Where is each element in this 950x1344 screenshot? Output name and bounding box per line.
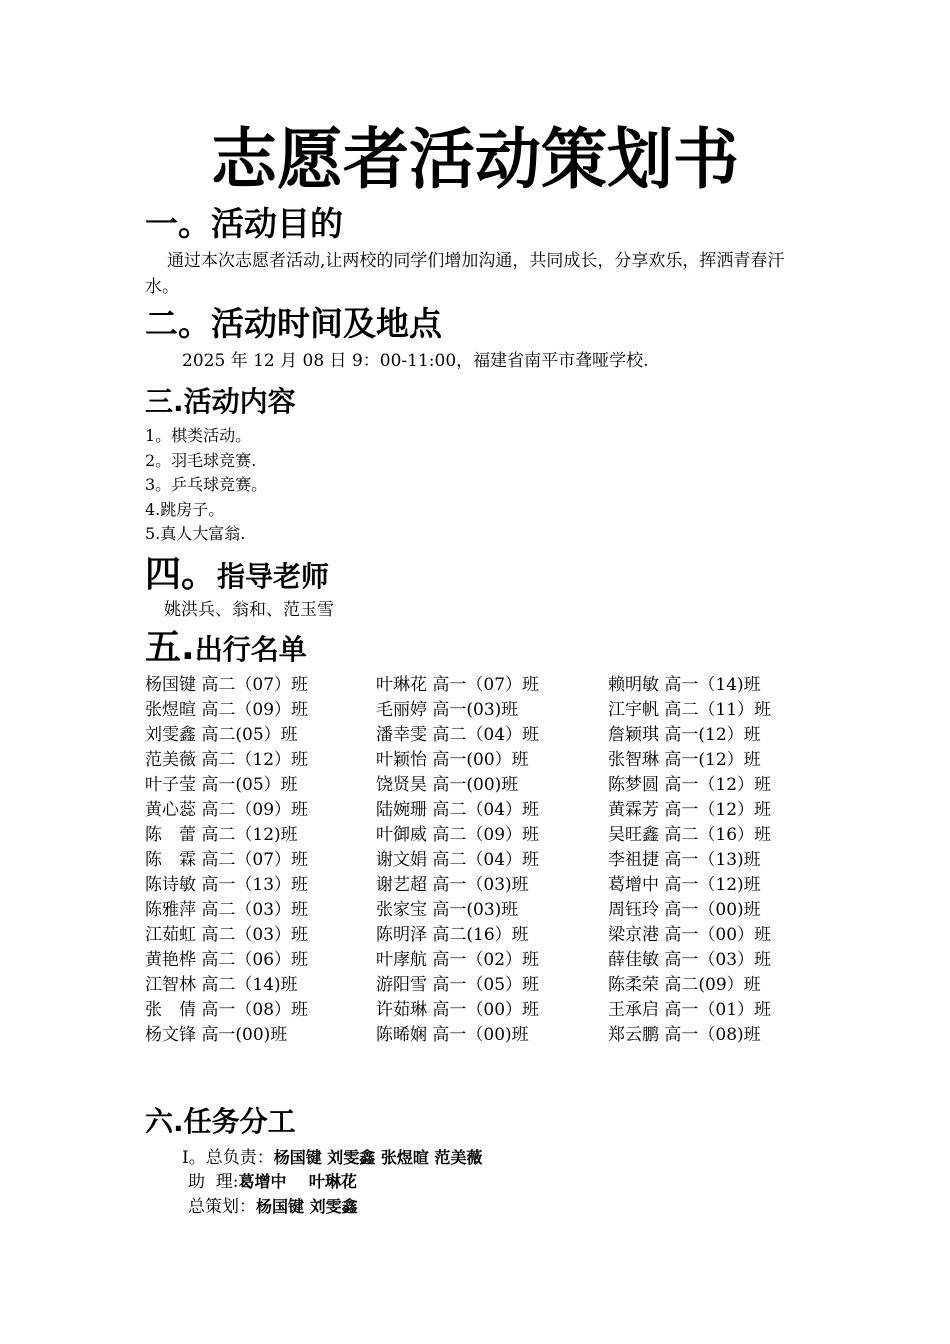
section-5-heading-number: 五. [145,627,195,668]
duty-names: 杨国键 刘雯鑫 [256,1197,358,1216]
list-item: 陈柔荣 高二(09）班 [608,975,761,995]
section-3-heading-wrap [145,380,296,422]
list-item: 杨国键 高二（07）班 [145,675,309,695]
section-5-heading-text: 出行名单 [194,633,307,666]
list-item: 陈 蕾 高二（12)班 [145,825,298,845]
list-item: 周钰玲 高一（00)班 [608,900,761,920]
duty-row-lead [182,1146,482,1170]
list-item: 李祖捷 高一（13)班 [608,850,761,870]
section-4-text: 姚洪兵、翁和、范玉雪 [164,600,334,620]
roster-column-1 [145,673,308,1048]
list-item: 陈诗敏 高一（13）班 [145,875,309,895]
list-item: 陈雅萍 高二（03）班 [145,900,309,920]
list-item: 叶御威 高二（09）班 [376,825,540,845]
list-item: 毛丽婷 高一(03)班 [376,700,519,720]
list-item: 潘幸雯 高二（04）班 [376,725,540,745]
list-item: 陈明泽 高二(16）班 [376,925,529,945]
list-item: 陈梦圆 高一（12）班 [608,775,772,795]
duty-label: I。总负责： [182,1148,274,1168]
list-item: 赖明敏 高一（14)班 [608,675,761,695]
document-title: 志愿者活动策划书 [211,121,739,198]
list-item: 5.真人大富翁. [145,524,246,543]
section-2-heading: 二。活动时间及地点 [145,304,442,343]
section-4-heading [145,555,329,597]
roster-column-3 [608,673,771,1048]
list-item: 张煜暄 高二（09）班 [145,700,309,720]
section-4-heading-number: 四。 [145,554,218,595]
list-item: 薛佳敏 高一（03）班 [608,950,772,970]
list-item: 黄霖芳 高一（12）班 [608,800,772,820]
section-2-text: 2025 年 12 月 08 日 9：00-11:00，福建省南平市聋哑学校. [182,351,649,371]
list-item: 饶贤昊 高一(00)班 [376,775,519,795]
list-item: 詹颖琪 高一(12）班 [608,725,761,745]
list-item: 郑云鹏 高一（08)班 [608,1025,761,1045]
section-1-text: 通过本次志愿者活动,让两校的同学们增加沟通，共同成长，分享欢乐，挥洒青春汗水。 [145,251,785,297]
list-item: 1。棋类活动。 [145,426,252,445]
section-4-heading-text: 指导老师 [217,560,330,593]
duty-names: 葛增中 叶琳花 [238,1172,357,1191]
duty-label: 助 理: [188,1172,239,1192]
list-item: 黄艳桦 高二（06）班 [145,950,309,970]
list-item: 叶庨航 高一（02）班 [376,950,540,970]
list-item: 范美薇 高二（12）班 [145,750,309,770]
section-6-heading-wrap [145,1100,296,1142]
list-item: 杨文锋 高一(00)班 [145,1025,288,1045]
list-item: 陆婉珊 高二（04）班 [376,800,540,820]
list-item: 3。乒乓球竞赛。 [145,475,268,494]
activity-list [145,424,267,547]
list-item: 谢艺超 高一（03)班 [376,875,529,895]
list-item: 张智琳 高一(12）班 [608,750,761,770]
list-item: 江茹虹 高二（03）班 [145,925,309,945]
list-item: 吴旺鑫 高二（16）班 [608,825,772,845]
list-item: 游阳雪 高一（05）班 [376,975,540,995]
list-item: 葛增中 高一（12)班 [608,875,761,895]
list-item: 江宇帆 高二（11）班 [608,700,772,720]
list-item: 2。羽毛球竞赛. [145,450,257,470]
list-item: 谢文娟 高二（04）班 [376,850,540,870]
list-item: 叶琳花 高一（07）班 [376,675,540,695]
section-5-heading [145,628,307,670]
duty-names: 杨国键 刘雯鑫 张煜暄 范美薇 [273,1148,483,1167]
list-item: 王承启 高一（01）班 [608,1000,772,1020]
list-item: 张 倩 高一（08）班 [145,1000,309,1020]
list-item: 刘雯鑫 高二(05）班 [145,725,298,745]
list-item: 梁京港 高一（00）班 [608,925,772,945]
section-1-heading: 一。活动目的 [145,204,343,243]
list-item: 4.跳房子。 [145,499,225,519]
duty-label: 总策划： [188,1197,256,1217]
roster-column-2 [376,673,539,1048]
list-item: 叶子莹 高一(05）班 [145,775,298,795]
duty-row-planner [188,1195,358,1219]
list-item: 江智林 高二（14)班 [145,975,298,995]
duty-row-assistant [188,1170,357,1194]
list-item: 陈晞娴 高一（00)班 [376,1025,529,1045]
list-item: 张家宝 高一(03)班 [376,900,519,920]
section-6-heading: 六.任务分工 [145,1105,296,1138]
list-item: 叶颖怡 高一(00）班 [376,750,529,770]
section-3-heading: 三.活动内容 [145,385,296,418]
list-item: 陈 霖 高二（07）班 [145,850,309,870]
list-item: 许茹琳 高一（00）班 [376,1000,540,1020]
list-item: 黄心蕊 高二（09）班 [145,800,309,820]
